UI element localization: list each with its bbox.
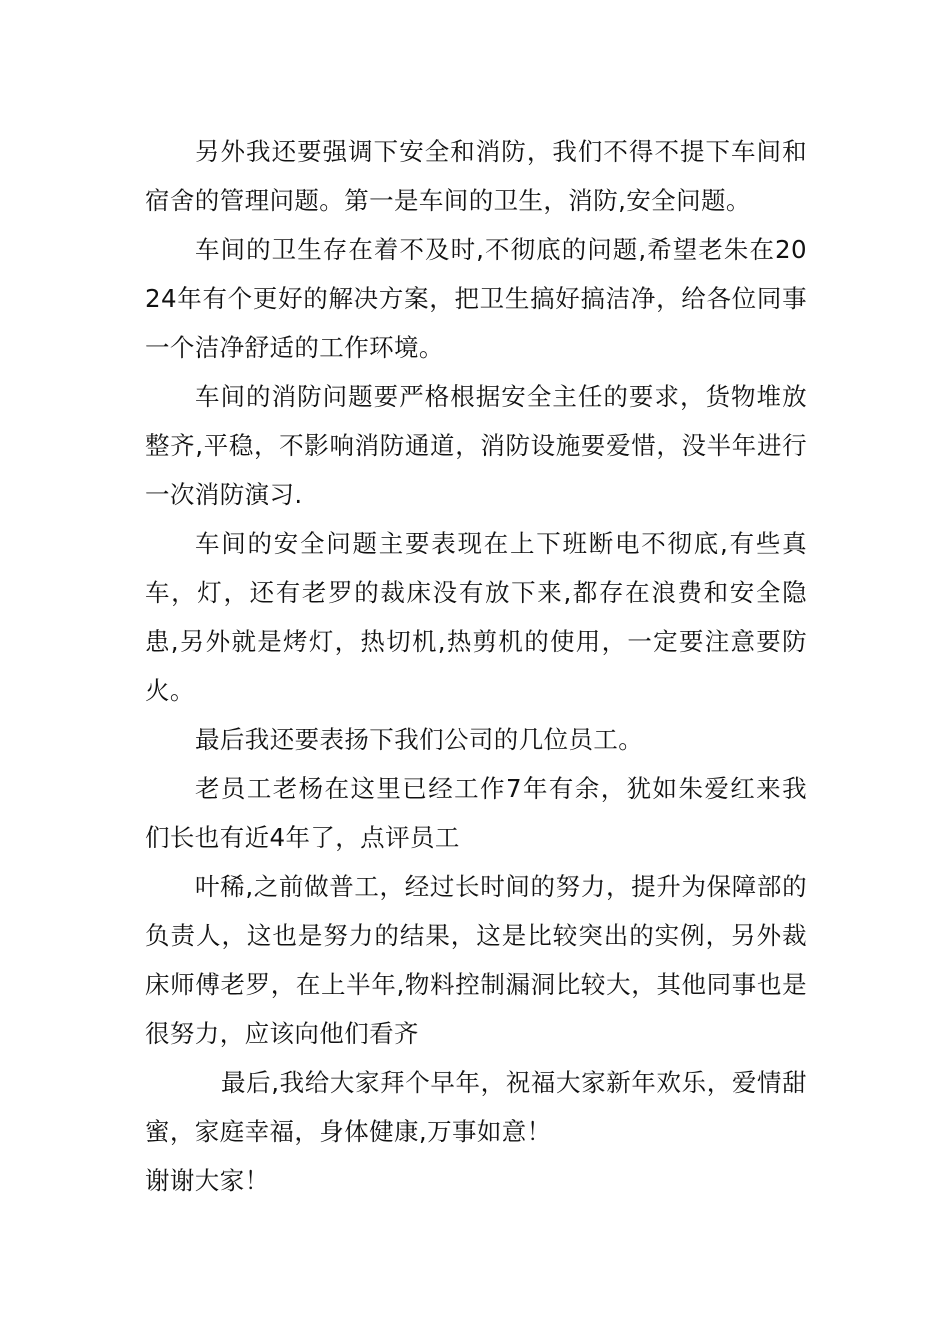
paragraph-new-year-wishes: 最后,我给大家拜个早年，祝福大家新年欢乐，爱情甜蜜，家庭幸福，身体健康,万事如意！ [145, 1068, 807, 1146]
paragraph-fire-safety: 车间的消防问题要严格根据安全主任的要求，货物堆放整齐,平稳，不影响消防通道，消防设施要爱惜，没半年进行一次消防演习. [145, 382, 807, 509]
paragraph-praise-intro: 最后我还要表扬下我们公司的几位员工。 [195, 725, 644, 754]
document-page [145, 127, 807, 1205]
paragraph-hygiene: 车间的卫生存在着不及时,不彻底的问题,希望老朱在2024年有个更好的解决方案，把卫生搞好搞洁净，给各位同事一个洁净舒适的工作环境。 [145, 235, 807, 362]
paragraph-thanks: 谢谢大家！ [145, 1166, 270, 1195]
paragraph-veteran-staff: 老员工老杨在这里已经工作7年有余，犹如朱爱红来我们长也有近4年了，点评员工 [145, 774, 807, 852]
paragraph-workshop-safety: 车间的安全问题主要表现在上下班断电不彻底,有些真车，灯，还有老罗的裁床没有放下来,都存在浪费和安全隐患,另外就是烤灯，热切机,热剪机的使用，一定要注意要防火。 [145, 529, 807, 705]
paragraph-safety-intro: 另外我还要强调下安全和消防，我们不得不提下车间和宿舍的管理问题。第一是车间的卫生，消防,安全问题。 [145, 137, 807, 215]
paragraph-staff-review: 叶稀,之前做普工，经过长时间的努力，提升为保障部的负责人，这也是努力的结果，这是比较突出的实例，另外裁床师傅老罗，在上半年,物料控制漏洞比较大，其他同事也是很努力，应该向他们看齐 [145, 872, 807, 1048]
